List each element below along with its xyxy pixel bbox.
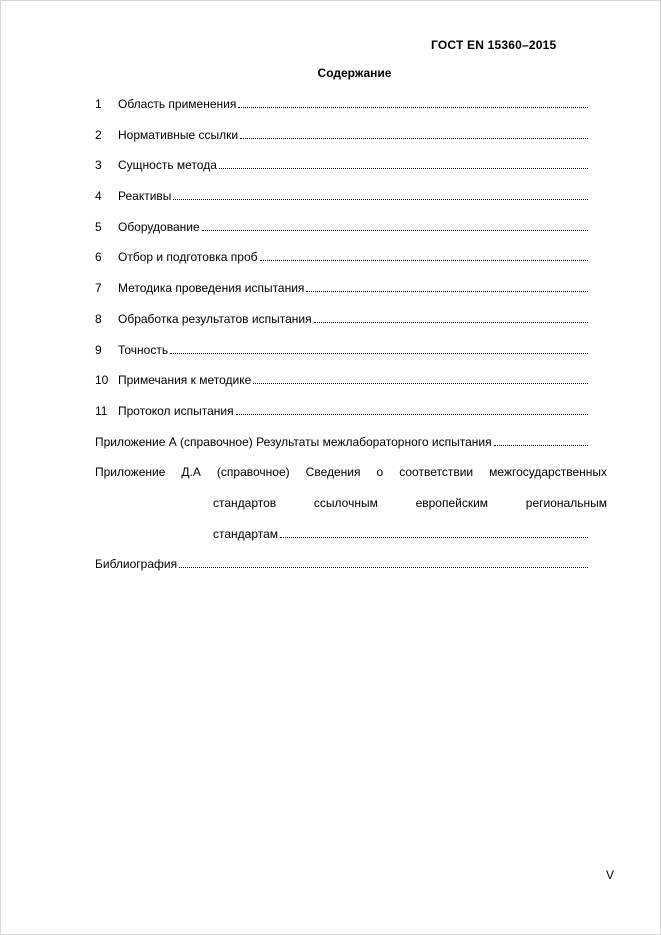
word: Приложение [95, 465, 166, 479]
dot-leader [280, 536, 588, 538]
dot-leader [173, 198, 588, 200]
toc-item-label: Оборудование [118, 220, 200, 234]
toc-item-label: Библиография [95, 557, 178, 571]
toc-item-number: 1 [95, 97, 102, 111]
page-number: V [606, 868, 615, 882]
toc-item-normative-references[interactable] [95, 127, 589, 143]
dot-leader [314, 321, 588, 323]
toc-item-number: 7 [95, 281, 102, 295]
toc-item-label: стандартам [213, 527, 279, 541]
dot-leader [238, 106, 588, 108]
dot-leader [170, 352, 588, 354]
word: о [376, 465, 384, 479]
toc-item-sampling[interactable] [95, 249, 589, 265]
toc-item-label: Протокол испытания [118, 404, 234, 418]
toc-title: Содержание [317, 66, 392, 80]
toc-item-number: 11 [95, 404, 108, 418]
toc-item-label: Точность [118, 343, 169, 357]
toc-item-label: Реактивы [118, 189, 172, 203]
toc-item-number: 9 [95, 343, 102, 357]
word: ссылочным [313, 496, 378, 510]
dot-leader [179, 566, 588, 568]
dot-leader [240, 137, 588, 139]
table-of-contents [95, 0, 607, 935]
toc-item-precision[interactable] [95, 342, 589, 358]
word: межгосударственных [489, 465, 607, 479]
toc-item-label: Нормативные ссылки [118, 128, 239, 142]
toc-item-label: Отбор и подготовка проб [118, 250, 258, 264]
toc-item-label: Обработка результатов испытания [118, 312, 312, 326]
dot-leader [306, 290, 588, 292]
toc-item-number: 6 [95, 250, 102, 264]
toc-item-number: 5 [95, 220, 102, 234]
toc-item-equipment[interactable] [95, 219, 589, 235]
dot-leader [253, 382, 588, 384]
toc-item-label: Примечания к методике [118, 373, 252, 387]
toc-item-number: 4 [95, 189, 102, 203]
toc-item-label: Область применения [118, 97, 237, 111]
toc-item-label: Приложение А (справочное) Результаты межлабораторного испытания [95, 435, 492, 449]
toc-bibliography[interactable] [95, 556, 589, 572]
word: (справочное) [216, 465, 290, 479]
toc-appendix-da-line-2[interactable] [213, 495, 607, 511]
dot-leader [236, 413, 588, 415]
dot-leader [260, 259, 588, 261]
word: стандартов [213, 496, 277, 510]
toc-item-number: 3 [95, 158, 102, 172]
toc-appendix-a[interactable] [95, 434, 589, 450]
toc-item-scope[interactable] [95, 96, 589, 112]
toc-item-label: Методика проведения испытания [118, 281, 305, 295]
word: Сведения [305, 465, 361, 479]
word: европейским [415, 496, 489, 510]
toc-item-number: 2 [95, 128, 102, 142]
word: Д.А [181, 465, 201, 479]
toc-item-reagents[interactable] [95, 188, 589, 204]
dot-leader [219, 167, 588, 169]
toc-item-test-report[interactable] [95, 403, 589, 419]
toc-item-method-notes[interactable] [95, 372, 589, 388]
word: соответствии [399, 465, 474, 479]
document-code: ГОСТ EN 15360–2015 [431, 38, 557, 52]
dot-leader [494, 444, 588, 446]
word: региональным [525, 496, 607, 510]
toc-item-label: Сущность метода [118, 158, 217, 172]
toc-item-number: 10 [95, 373, 109, 387]
toc-item-number: 8 [95, 312, 102, 326]
toc-item-method-principle[interactable] [95, 157, 589, 173]
dot-leader [202, 229, 588, 231]
toc-appendix-da-line-1[interactable] [95, 464, 607, 480]
toc-item-test-procedure[interactable] [95, 280, 589, 296]
toc-appendix-da-line-3[interactable] [213, 526, 589, 542]
toc-item-results-processing[interactable] [95, 311, 589, 327]
